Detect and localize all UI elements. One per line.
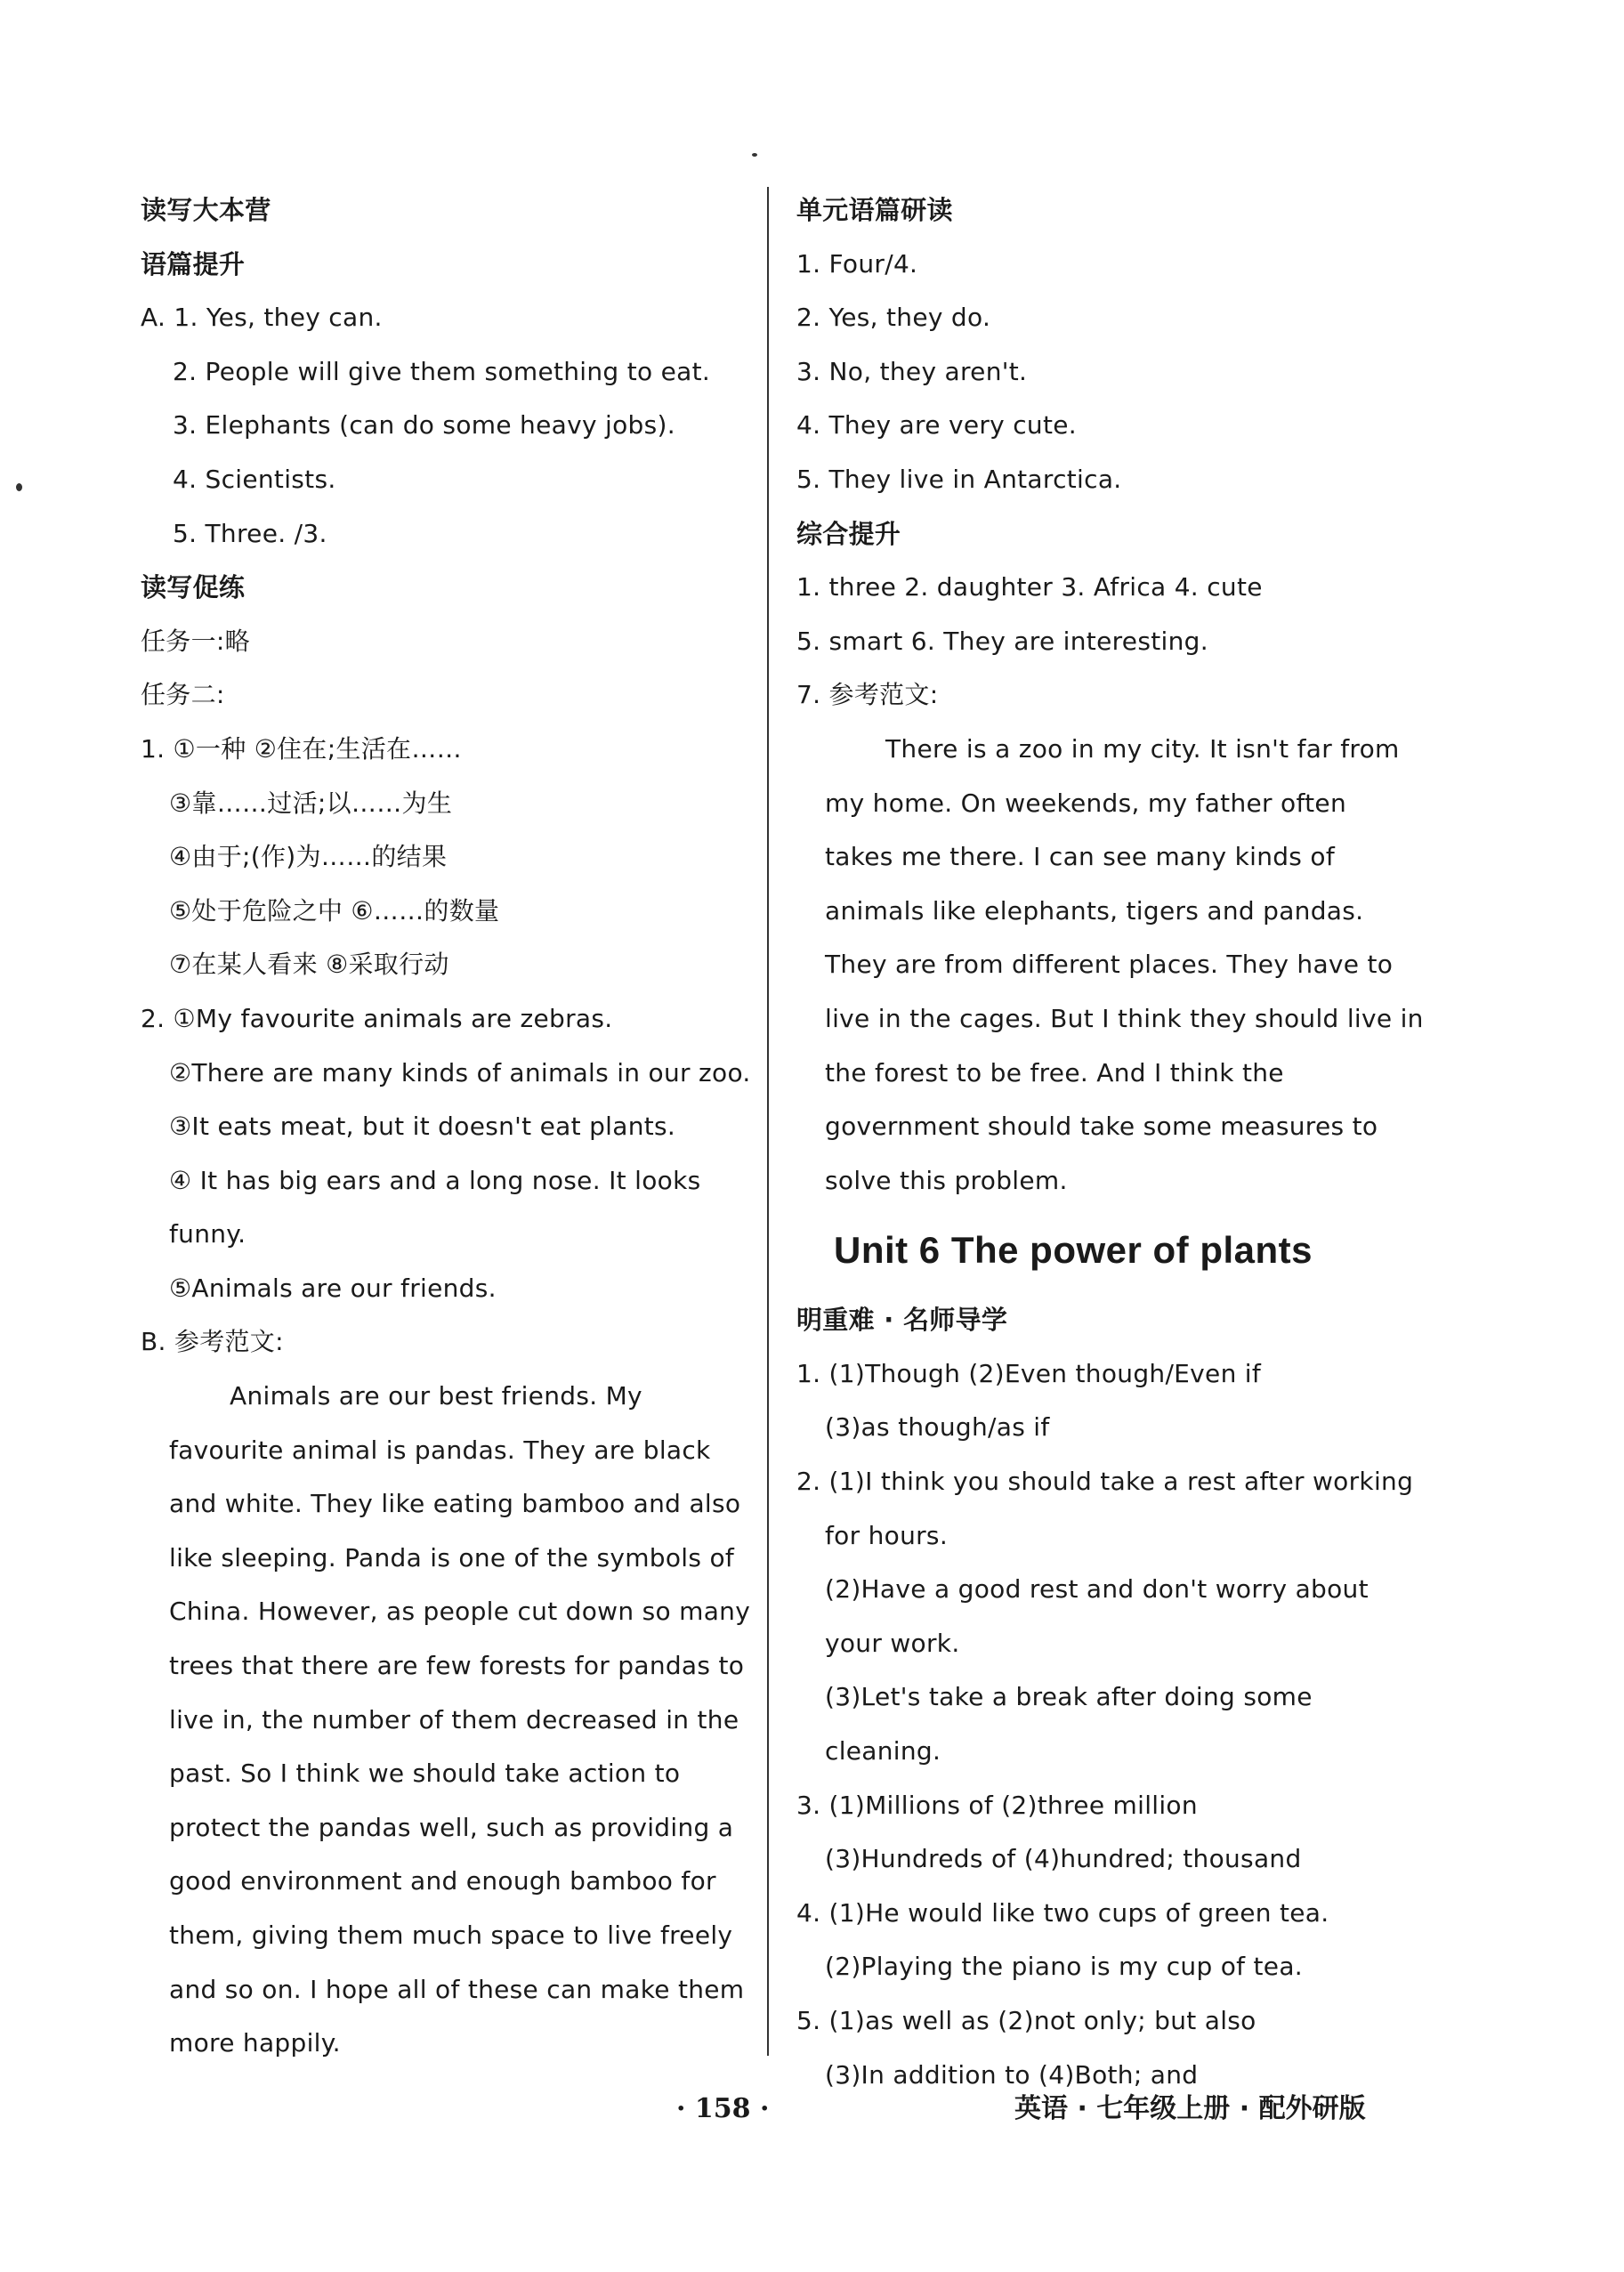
- answer-line: 4. They are very cute.: [796, 410, 1077, 441]
- answer-line: (2)Playing the piano is my cup of tea.: [825, 1952, 1303, 1982]
- answer-line: your work.: [825, 1628, 960, 1658]
- answer-line: 4. Scientists.: [173, 464, 336, 494]
- essay-line: takes me there. I can see many kinds of: [825, 842, 1335, 872]
- answer-line: 2. ①My favourite animals are zebras.: [141, 1003, 613, 1033]
- sample-essay-label: 7. 参考范文:: [796, 680, 939, 710]
- essay-text: Animals are our best friends. My: [230, 1381, 642, 1411]
- essay-line: China. However, as people cut down so many: [169, 1597, 751, 1627]
- section-heading: 语篇提升: [141, 248, 246, 279]
- answer-line: 2. People will give them something to eat.: [173, 356, 711, 386]
- essay-line: past. So I think we should take action to: [169, 1759, 681, 1789]
- answer-line: 2. (1)I think you should take a rest after working: [796, 1467, 1414, 1497]
- sample-essay-label: B. 参考范文:: [141, 1327, 284, 1357]
- answer-line: ⑦在某人看来 ⑧采取行动: [169, 950, 449, 980]
- answer-line: ③靠……过活;以……为生: [169, 788, 453, 818]
- essay-line: and so on. I hope all of these can make them: [169, 1974, 745, 2004]
- scan-speck: [752, 153, 757, 157]
- answer-line: 5. (1)as well as (2)not only; but also: [796, 2006, 1256, 2035]
- answer-line: for hours.: [825, 1520, 949, 1550]
- column-divider: [767, 187, 769, 2056]
- answer-line: ④由于;(作)为……的结果: [169, 842, 448, 872]
- answer-line: (3)Let's take a break after doing some: [825, 1682, 1313, 1712]
- left-column: [141, 183, 751, 2071]
- answer-line: 1. Four/4.: [796, 248, 918, 279]
- task-line: 任务二:: [141, 680, 225, 710]
- answer-line: 5. smart 6. They are interesting.: [796, 626, 1208, 656]
- section-heading: 读写促练: [141, 572, 246, 603]
- task-line: 任务一:略: [141, 626, 250, 656]
- essay-line: There is a zoo in my city. It isn't far from: [885, 733, 1400, 764]
- answer-line: ⑤处于危险之中 ⑥……的数量: [169, 895, 500, 926]
- scan-speck: [16, 483, 22, 491]
- answer-line: 1. three 2. daughter 3. Africa 4. cute: [796, 572, 1263, 602]
- answer-line: ④ It has big ears and a long nose. It looks: [169, 1165, 701, 1195]
- answer-line: 1. (1)Though (2)Even though/Even if: [796, 1358, 1262, 1388]
- essay-line: them, giving them much space to live freely: [169, 1920, 733, 1950]
- essay-line: favourite animal is pandas. They are black: [169, 1435, 711, 1465]
- answer-line: (3)In addition to (4)Both; and: [825, 2059, 1199, 2090]
- essay-line: trees that there are few forests for pandas to: [169, 1651, 745, 1681]
- answer-line: 3. No, they aren't.: [796, 356, 1028, 386]
- answer-line: ②There are many kinds of animals in our zoo.: [169, 1057, 751, 1087]
- unit-title: Unit 6 The power of plants: [834, 1229, 1313, 1272]
- answer-line: 4. (1)He would like two cups of green tea.: [796, 1897, 1329, 1928]
- essay-line: [141, 1370, 746, 1424]
- right-column: [796, 183, 1424, 2102]
- essay-line: protect the pandas well, such as providing a: [169, 1812, 734, 1842]
- answer-line: (3)as though/as if: [825, 1412, 1050, 1443]
- answer-line: cleaning.: [825, 1736, 941, 1767]
- section-heading: 读写大本营: [141, 195, 271, 225]
- answer-line: 5. They live in Antarctica.: [796, 464, 1122, 494]
- answer-line: 2. Yes, they do.: [796, 303, 991, 333]
- essay-line: the forest to be free. And I think the: [825, 1057, 1284, 1087]
- answer-line: A. 1. Yes, they can.: [141, 303, 383, 333]
- answer-line: funny.: [169, 1219, 246, 1249]
- answer-line: (2)Have a good rest and don't worry about: [825, 1574, 1369, 1605]
- answer-line: ③It eats meat, but it doesn't eat plants.: [169, 1112, 676, 1142]
- essay-line: live in the cages. But I think they should live in: [825, 1003, 1424, 1033]
- book-title: 英语 · 七年级上册 · 配外研版: [1014, 2093, 1366, 2124]
- answer-line: 3. (1)Millions of (2)three million: [796, 1790, 1198, 1820]
- answer-line: (3)Hundreds of (4)hundred; thousand: [825, 1844, 1302, 1874]
- essay-line: animals like elephants, tigers and pandas.: [825, 895, 1364, 926]
- page-number: · 158 ·: [676, 2093, 770, 2124]
- essay-line: my home. On weekends, my father often: [825, 788, 1346, 818]
- answer-line: 5. Three. /3.: [173, 518, 327, 548]
- answer-line: ⑤Animals are our friends.: [169, 1273, 497, 1303]
- answer-line: 3. Elephants (can do some heavy jobs).: [173, 410, 675, 441]
- essay-line: government should take some measures to: [825, 1112, 1378, 1142]
- essay-line: and white. They like eating bamboo and also: [169, 1489, 741, 1519]
- essay-line: more happily.: [169, 2028, 341, 2058]
- answer-line: 1. ①一种 ②住在;生活在……: [141, 733, 462, 764]
- essay-line: solve this problem.: [825, 1165, 1068, 1195]
- essay-line: good environment and enough bamboo for: [169, 1866, 716, 1896]
- section-heading: 明重难 · 名师导学: [796, 1305, 1008, 1336]
- essay-line: like sleeping. Panda is one of the symbols of: [169, 1542, 735, 1573]
- essay-line: live in, the number of them decreased in the: [169, 1704, 739, 1734]
- section-heading: 单元语篇研读: [796, 195, 953, 225]
- essay-line: They are from different places. They have to: [825, 950, 1394, 980]
- section-heading: 综合提升: [796, 518, 901, 549]
